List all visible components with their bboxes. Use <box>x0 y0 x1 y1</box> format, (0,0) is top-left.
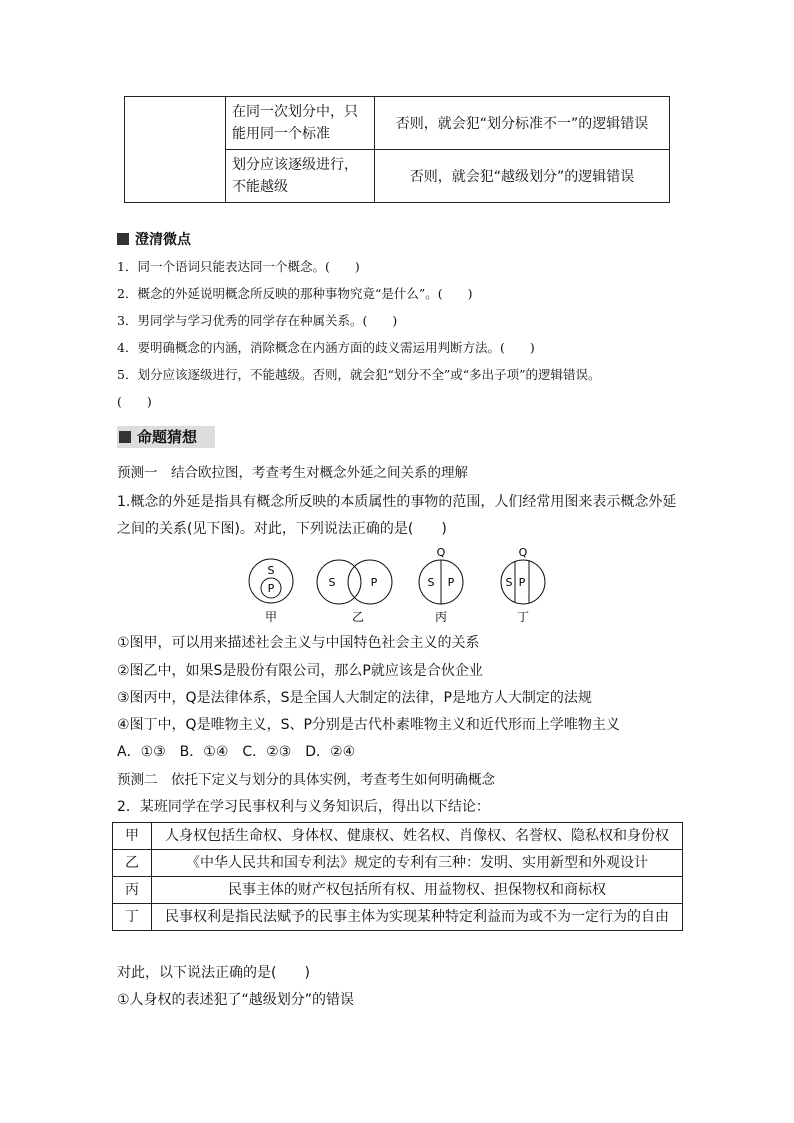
row-text: 人身权包括生命权、身体权、健康权、姓名权、肖像权、名誉权、隐私权和身份权 <box>152 823 683 850</box>
table-row <box>113 877 683 904</box>
option-line: ①人身权的表述犯了“越级划分”的错误 <box>117 992 355 1008</box>
diagram-jia-inner-label: P <box>267 582 275 595</box>
option-line: ①图甲，可以用来描述社会主义与中国特色社会主义的关系 <box>117 635 480 651</box>
clarify-title: 澄清微点 <box>135 232 191 248</box>
row-text: 民事权利是指民法赋予的民事主体为实现某种特定利益而为或不为一定行为的自由 <box>152 904 683 931</box>
section-icon <box>119 431 131 443</box>
option-line: ④图丁中，Q是唯物主义，S、P分别是古代朴素唯物主义和近代形而上学唯物主义 <box>117 717 620 733</box>
clarify-item: 2．概念的外延说明概念所反映的那种事物究竟“是什么”。( ) <box>117 286 473 301</box>
clarify-icon <box>117 233 129 245</box>
diagram-yi-left-label: S <box>328 576 336 589</box>
table-row <box>113 904 683 931</box>
table-row <box>125 97 670 150</box>
answer-choices: A．①③ B．①④ C．②③ D．②④ <box>117 744 356 760</box>
clarify-item: 4．要明确概念的内涵，消除概念在内涵方面的歧义需运用判断方法。( ) <box>117 340 535 355</box>
diagram-yi-right-label: P <box>370 576 378 589</box>
clarify-item: 5．划分应该逐级进行，不能越级。否则，就会犯“划分不全”或“多出子项”的逻辑错误。 <box>117 367 601 382</box>
row-text: 民事主体的财产权包括所有权、用益物权、担保物权和商标权 <box>152 877 683 904</box>
section-header <box>117 426 215 448</box>
diagram-ding-top-label: Q <box>518 546 528 559</box>
euler-diagrams <box>240 544 560 628</box>
diagram-jia-outer-label: S <box>267 564 275 577</box>
clarify-item: 3．男同学与学习优秀的同学存在种属关系。( ) <box>117 313 398 328</box>
diagram-bing-left-label: S <box>427 576 435 589</box>
diagram-bing-caption: 丙 <box>434 610 448 624</box>
question-line: 1.概念的外延是指具有概念所反映的本质属性的事物的范围，人们经常用图来表示概念外延 <box>117 494 677 510</box>
diagram-ding-right-label: P <box>518 576 526 589</box>
row-label: 丙 <box>113 877 152 904</box>
table-row <box>113 850 683 877</box>
empty-cell <box>125 97 226 203</box>
followup-question: 对此，以下说法正确的是( ) <box>117 965 310 981</box>
division-rules-table <box>124 96 670 203</box>
row-text: 《中华人民共和国专利法》规定的专利有三种：发明、实用新型和外观设计 <box>152 850 683 877</box>
conclusions-table <box>112 822 683 931</box>
table-row <box>113 823 683 850</box>
diagram-bing-top-label: Q <box>436 546 446 559</box>
rule-cell: 在同一次划分中，只能用同一个标准 <box>226 97 375 150</box>
consequence-cell: 否则，就会犯“越级划分”的逻辑错误 <box>375 150 670 203</box>
question-line: 之间的关系(见下图)。对此，下列说法正确的是( ) <box>117 521 447 537</box>
diagram-ding-caption: 丁 <box>516 610 530 624</box>
row-label: 丁 <box>113 904 152 931</box>
clarify-header <box>117 229 191 249</box>
section-title: 命题猜想 <box>137 428 198 446</box>
diagram-bing-right-label: P <box>447 576 455 589</box>
diagram-jia-caption: 甲 <box>264 610 278 624</box>
rule-cell: 划分应该逐级进行，不能越级 <box>226 150 375 203</box>
option-line: ②图乙中，如果S是股份有限公司，那么P就应该是合伙企业 <box>117 663 483 679</box>
clarify-item: 1．同一个语词只能表达同一个概念。( ) <box>117 259 360 274</box>
option-line: ③图丙中，Q是法律体系，S是全国人大制定的法律，P是地方人大制定的法规 <box>117 690 592 706</box>
clarify-item: ( ) <box>117 394 152 409</box>
row-label: 甲 <box>113 823 152 850</box>
diagram-ding-left-label: S <box>505 576 513 589</box>
diagram-yi-caption: 乙 <box>351 610 365 624</box>
consequence-cell: 否则，就会犯“划分标准不一”的逻辑错误 <box>375 97 670 150</box>
predict1-heading: 预测一 结合欧拉图，考查考生对概念外延之间关系的理解 <box>117 465 468 481</box>
predict2-heading: 预测二 依托下定义与划分的具体实例，考查考生如何明确概念 <box>117 772 495 788</box>
row-label: 乙 <box>113 850 152 877</box>
question-line: 2．某班同学在学习民事权利与义务知识后，得出以下结论： <box>117 799 490 815</box>
